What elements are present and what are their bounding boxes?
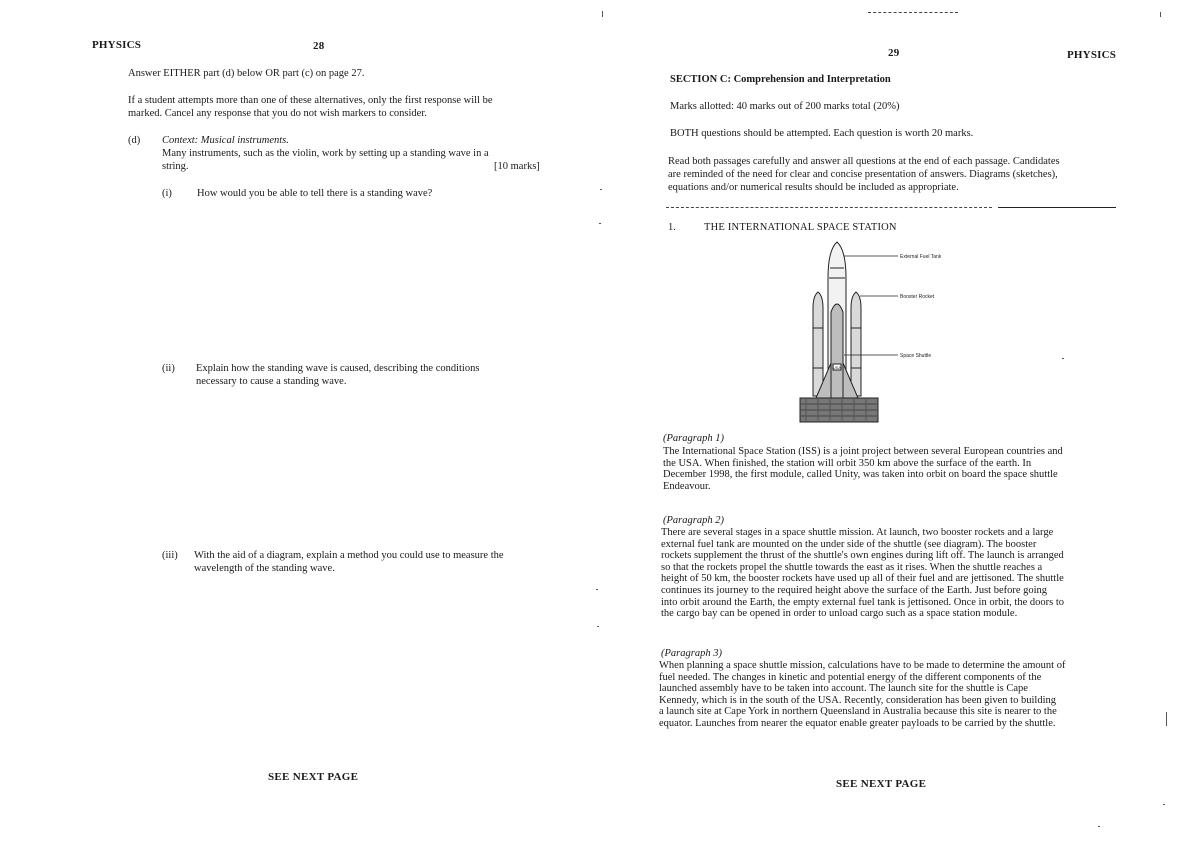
section-divider-solid [998, 207, 1116, 208]
paragraph-2-line: height of 50 km, the booster rockets have used up all of their fuel and are jettisoned. The shuttle [661, 573, 1064, 585]
read-instruction-line1: Read both passages carefully and answer all questions at the end of each passage. Candidates [668, 156, 1060, 167]
usa-label: USA [832, 365, 842, 370]
space-shuttle-diagram [790, 238, 970, 424]
left-page-number: 28 [313, 40, 325, 52]
launch-pad-icon [800, 398, 878, 422]
paragraph-3-line: equator. Launches from nearer the equator enable greater payloads to be carried by the shuttle. [659, 717, 1056, 729]
left-subject-header: PHYSICS [92, 39, 142, 51]
question-title: THE INTERNATIONAL SPACE STATION [704, 222, 897, 233]
question-iii-number: (iii) [162, 550, 178, 561]
marks-allotted: Marks allotted: 40 marks out of 200 marks total (20%) [670, 101, 900, 112]
paragraph-3-line: launched assembly have to be taken into account. The launch site for the shuttle is Cape [659, 683, 1028, 695]
right-page-number: 29 [888, 47, 900, 59]
scan-speck [597, 626, 599, 627]
paragraph-1-heading: (Paragraph 1) [663, 433, 724, 444]
question-ii-number: (ii) [162, 363, 175, 374]
question-ii-line1: Explain how the standing wave is caused, describing the conditions [196, 363, 480, 374]
section-title: SECTION C: Comprehension and Interpretation [670, 74, 891, 85]
right-footer: SEE NEXT PAGE [836, 778, 927, 790]
left-footer: SEE NEXT PAGE [268, 771, 359, 783]
alternatives-note-line1: If a student attempts more than one of these alternatives, only the first response will be [128, 95, 493, 106]
paragraph-2-line: external fuel tank are mounted on the under side of the shuttle (see diagram). The booster [661, 538, 1037, 550]
question-i-text: How would you be able to tell there is a standing wave? [197, 188, 433, 199]
paragraph-2-body [661, 527, 1107, 620]
paragraph-3-line: When planning a space shuttle mission, calculations have to be made to determine the amount of [659, 660, 1066, 671]
question-number: 1. [668, 222, 676, 233]
part-d-intro-line2: string. [162, 161, 189, 172]
instruction-line: Answer EITHER part (d) below OR part (c) on page 27. [128, 68, 365, 79]
both-questions-note: BOTH questions should be attempted. Each question is worth 20 marks. [670, 128, 974, 139]
read-instruction-line2: are reminded of the need for clear and concise presentation of answers. Diagrams (sketches), [668, 169, 1058, 180]
scan-speck [596, 589, 598, 590]
question-iii-line1: With the aid of a diagram, explain a method you could use to measure the [194, 550, 504, 561]
booster-rocket-label: Booster Rocket [900, 294, 935, 300]
part-d-intro-line1: Many instruments, such as the violin, work by setting up a standing wave in a [162, 148, 489, 159]
paragraph-3-body [659, 660, 1107, 730]
paragraph-3-line: fuel needed. The changes in kinetic and potential energy of the different components of the [659, 671, 1042, 683]
paragraph-2-line: There are several stages in a space shuttle mission. At launch, two booster rockets and a large [661, 527, 1054, 538]
alternatives-note-line2: marked. Cancel any response that you do not wish markers to consider. [128, 108, 427, 119]
external-fuel-tank-label: External Fuel Tank [900, 254, 942, 260]
section-divider-dashed [666, 207, 992, 208]
question-iii-line2: wavelength of the standing wave. [194, 563, 335, 574]
paragraph-2-heading: (Paragraph 2) [663, 515, 724, 526]
part-d-marks: [10 marks] [494, 161, 540, 172]
paragraph-1-body [663, 446, 1107, 492]
paragraph-2-line: the cargo bay can be opened in order to unload cargo such as a space station module. [661, 608, 1018, 620]
paragraph-2-line: rockets supplement the thrust of the shuttle's own engines during lift off. The launch is arranged [661, 550, 1064, 562]
read-instruction-line3: equations and/or numerical results should be included as appropriate. [668, 182, 959, 193]
paragraph-2-line: into orbit around the Earth, the empty external fuel tank is jettisoned. Once in orbit, the doors to [661, 596, 1064, 608]
part-d-context: Context: Musical instruments. [162, 135, 289, 146]
paragraph-1-line: Endeavour. [663, 480, 711, 492]
paragraph-1-line: The International Space Station (ISS) is a joint project between several European countries and [663, 446, 1063, 457]
space-shuttle-label: Space Shuttle [900, 353, 932, 359]
paragraph-2-line: so that the rockets propel the shuttle towards the east as it rises. When the shuttle reaches a [661, 561, 1043, 573]
paragraph-3-line: a launch site at Cape York in northern Queensland in Australia because this site is nearer to the [659, 706, 1057, 718]
question-i-number: (i) [162, 188, 172, 199]
right-page [600, 0, 1200, 848]
paragraph-2-line: continues its journey to the required height above the surface of the Earth. Just before going [661, 584, 1048, 596]
paragraph-3-heading: (Paragraph 3) [661, 648, 722, 659]
paragraph-1-line: December 1998, the first module, called Unity, was taken into orbit on board the space shuttle [663, 469, 1058, 481]
paragraph-1-line: the USA. When finished, the station will orbit 350 km above the surface of the earth. In [663, 457, 1032, 469]
question-ii-line2: necessary to cause a standing wave. [196, 376, 347, 387]
right-subject-header: PHYSICS [1067, 49, 1117, 61]
paragraph-3-line: Kennedy, which is in the south of the USA. Recently, consideration has been given to building [659, 694, 1056, 706]
part-d-label: (d) [128, 135, 141, 146]
